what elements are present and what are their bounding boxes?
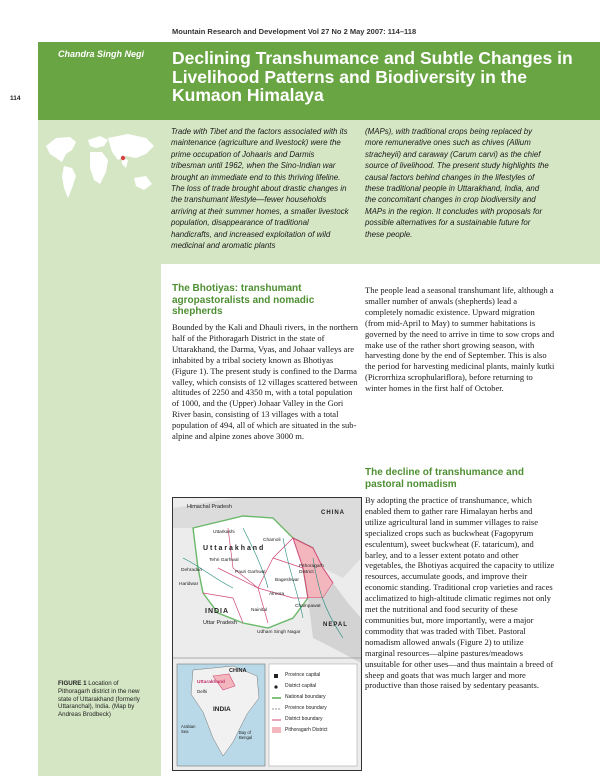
location-marker-icon (121, 156, 125, 160)
map-label-pithoragarh: Pithoragarh District (299, 564, 324, 575)
inset-label-arabian-sea: Arabian Sea (181, 724, 196, 734)
inset-label-india: INDIA (213, 706, 231, 713)
map-label-india: INDIA (205, 608, 230, 615)
section-body-bhotiyas: Bounded by the Kali and Dhauli rivers, in the northern half of the Pithoragarh District in the state of Uttarakhand, the Darma, Vyas, and Johaar valleys are inhabited by a tribal society known as Bhotiyas (Figure 1). The present study is confined to the Darma valley, which consists of 12 villages scattered between altitudes of 2250 and 4350 m, with a total population of 1000, and the (Upper) Johaar Valley in the Gori River basin, consisting of 13 villages with a total population of 494, all of which are situated in the sub-alpine and alpine zones above 3000 m. (172, 322, 359, 442)
map-label-bageshwar: Bageshwar (275, 578, 299, 583)
map-label-nainital: Nainital (251, 608, 267, 613)
legend-item: Province boundary (285, 705, 327, 711)
right-column-paragraph-1: The people lead a seasonal transhumant life, although a smaller number of anwals (shepherds) lead a completely nomadic existence. Upward migration (from mid-April to May) to summer habitations is governed by the need to arrive in time to sow crops and make use of the rather short growing season, with harvesting done by the end of September. This is also the period for harvesting medicinal plants, mainly kutki (Picrorrhiza scrophulariflora), before returning to winter homes in the first half of October. (365, 285, 555, 394)
map-label-dehradun: Dehradun (181, 568, 203, 573)
article-title: Declining Transhumance and Subtle Changes in Livelihood Patterns and Biodiversity in the Kumaon Himalaya (172, 48, 573, 105)
map-label-china: CHINA (321, 510, 345, 516)
map-label-nepal: NEPAL (323, 622, 348, 628)
map-label-tehri: Tehri Garhwal (209, 558, 239, 563)
abstract-column-1: Trade with Tibet and the factors associated with its maintenance (agriculture and livestock) were the prime occupation of Johaaris and Darmis tribesman until 1962, when the Sino-Indian war brought an immediate end to this thriving lifeline. The loss of trade brought about drastic changes in the transhumant lifestyle—fewer households arriving at their summer homes, a smaller livestock population, disappearance of traditional handicrafts, and increased exploitation of wild medicinal and aromatic plants (171, 127, 349, 251)
inset-label-uttarakhand: Uttarakhand (197, 680, 225, 685)
section-heading-bhotiyas: The Bhotiyas: transhumant agropastoralists and nomadic shepherds (172, 283, 315, 317)
figure-caption (58, 680, 150, 719)
map-label-udham: Udham Singh Nagar (257, 630, 301, 635)
legend-item: District boundary (285, 716, 323, 722)
map-label-himachal: Himachal Pradesh (187, 504, 232, 510)
legend-item: Province capital (285, 672, 321, 678)
map-label-chamoli: Chamoli (263, 538, 281, 543)
map-label-uttarkashi: Uttarkashi (213, 530, 235, 535)
inset-label-china: CHINA (229, 668, 247, 674)
map-label-almora: Almora (269, 592, 285, 597)
map-label-champawat: Champawat (295, 604, 321, 609)
journal-header: Mountain Research and Development Vol 27 No 2 May 2007: 114–118 (172, 27, 417, 36)
legend-item: National boundary (285, 694, 326, 700)
legend-item: District capital (285, 683, 317, 689)
section-heading-decline: The decline of transhumance and pastoral nomadism (365, 467, 524, 490)
map-label-uttar-pradesh: Uttar Pradesh (203, 620, 237, 626)
map-legend (269, 664, 357, 766)
map-label-uttarakhand: U t t a r a k h a n d (203, 545, 264, 552)
map-label-haridwar: Haridwar (179, 582, 199, 587)
map-label-pauri: Pauri Garhwal (235, 570, 266, 575)
figure-caption-text: Location of Pithoragarh district in the new state of Uttarakhand (formerly Uttaranchal), India. (Map by Andreas Brodbeck) (58, 680, 140, 719)
abstract-column-2: (MAPs), with traditional crops being replaced by more remunerative ones such as chives (Allium stracheyii) and caraway (Carum carvi) as the chief source of livelihood. The present study highlights the causal factors behind changes in the lifestyles of these traditional people in Uttarakhand, India, and the concomitant changes in crop biodiversity and MAPs in the region. It concludes with proposals for possible alternatives for a sustainable future for these people. (365, 127, 549, 239)
world-map-icon (42, 128, 160, 204)
page-number: 114 (10, 95, 21, 102)
author-name: Chandra Singh Negi (58, 49, 145, 59)
figure-label: FIGURE 1 (58, 680, 87, 687)
inset-label-delhi: Delhi (197, 689, 208, 694)
inset-label-bay-of-bengal: Bay of Bengal (239, 730, 253, 740)
figure-map (172, 497, 362, 771)
right-column-paragraph-2: By adopting the practice of transhumance, which enabled them to gather rare Himalayan herbs and utilize agricultural land in summer villages to raise specialized crops such as buckwheat (Fagopyrum esculentum), sweet buckwheat (F. tataricum), and barley, and to a lesser extent potato and other vegetables, the Bhotiyas acquired the capacity to utilize resources, accumulate goods, and improve their economic standing. Traditional crop varieties and races acclimatized to high-altitude climatic regimes not only met the nutritional and food security of these communities but, more importantly, were a major commodity that was traded with Tibet. Pastoral nomadism allowed anwals (Figure 2) to utilize marginal resources—alpine pastures/meadows unsuitable for other uses—and thus maintain a breed of sheep and goats that was much larger and more productive than those raised by sedentary peasants. (365, 495, 555, 691)
legend-item: Pithoragarh District (285, 727, 328, 733)
